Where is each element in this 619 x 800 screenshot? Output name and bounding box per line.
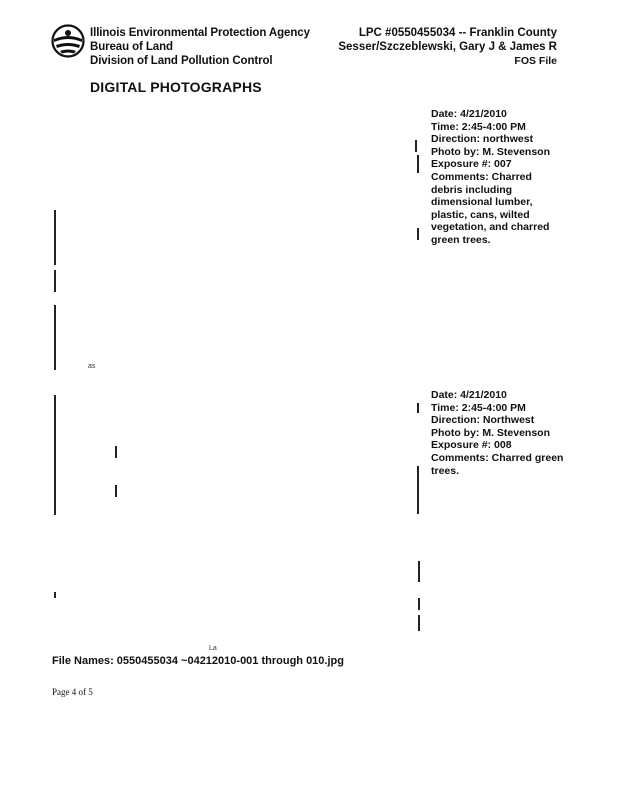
photo-exposure: Exposure #: 008 xyxy=(431,439,512,452)
photo-time: Time: 2:45-4:00 PM xyxy=(431,120,526,133)
scan-speck: La xyxy=(209,645,217,652)
photo-date: Date: 4/21/2010 xyxy=(431,389,507,401)
bureau-name: Bureau of Land xyxy=(90,41,173,53)
photo-caption-1 xyxy=(431,108,581,247)
scan-speck: as xyxy=(88,363,96,370)
scan-line xyxy=(54,592,56,598)
case-owners: Sesser/Szczeblewski, Gary J & James R xyxy=(338,41,557,53)
file-names: File Names: 0550455034 ~04212010-001 through 010.jpg xyxy=(52,655,344,667)
photo-date: Date: 4/21/2010 xyxy=(431,108,507,120)
file-type: FOS File xyxy=(514,55,557,67)
scan-line xyxy=(417,228,419,240)
scan-line xyxy=(115,485,117,497)
photo-time: Time: 2:45-4:00 PM xyxy=(431,401,526,414)
agency-block xyxy=(90,26,310,68)
photo-photographer: Photo by: M. Stevenson xyxy=(431,426,551,439)
scan-line xyxy=(418,598,420,610)
scan-line xyxy=(54,305,56,370)
scan-line xyxy=(54,270,56,292)
scan-line xyxy=(417,403,419,413)
iepa-logo-icon xyxy=(51,24,85,58)
photo-photographer: Photo by: M. Stevenson xyxy=(431,145,551,158)
scan-line xyxy=(418,615,420,631)
photo-caption-2 xyxy=(431,389,581,477)
photo-comments: Comments: Charred debris including dimensional lumber, plastic, cans, wilted vegetation, and charred green trees. xyxy=(431,170,550,246)
case-number: LPC #0550455034 -- Franklin County xyxy=(358,27,557,39)
division-name: Division of Land Pollution Control xyxy=(90,55,273,67)
scan-line xyxy=(417,466,419,514)
scan-line xyxy=(418,561,420,582)
scan-line xyxy=(417,155,419,173)
photo-direction: Direction: northwest xyxy=(431,133,534,146)
scan-line xyxy=(115,446,117,458)
page-title: DIGITAL PHOTOGRAPHS xyxy=(90,79,262,95)
scan-line xyxy=(415,140,417,152)
case-block xyxy=(338,26,557,68)
scan-line xyxy=(54,210,56,265)
photo-direction: Direction: Northwest xyxy=(431,414,535,427)
photo-comments: Comments: Charred green trees. xyxy=(431,451,564,477)
photo-exposure: Exposure #: 007 xyxy=(431,158,512,171)
agency-name: Illinois Environmental Protection Agency xyxy=(90,27,310,39)
scan-line xyxy=(54,395,56,515)
page-number: Page 4 of 5 xyxy=(52,687,93,697)
